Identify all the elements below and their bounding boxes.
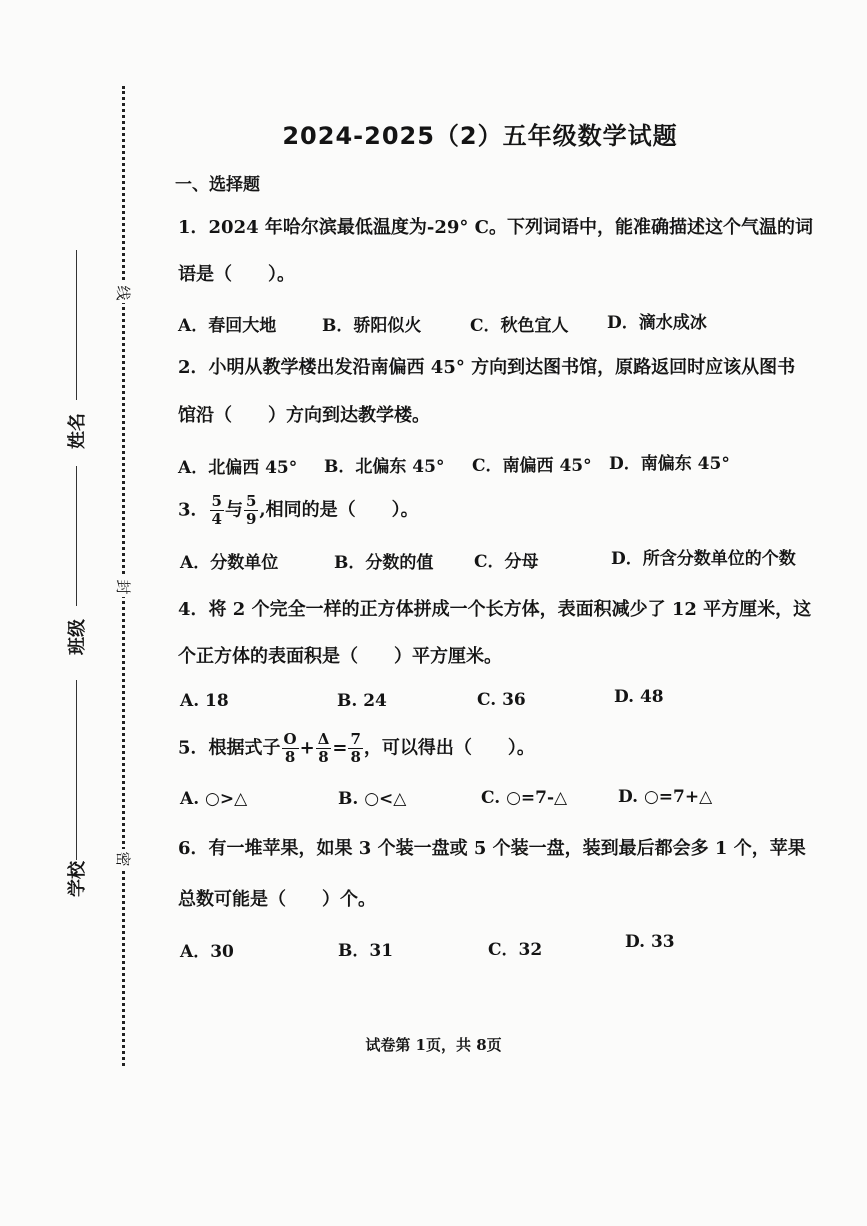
name-label: 姓名 xyxy=(67,413,88,449)
question-6-option-d: D. 33 xyxy=(625,932,675,952)
question-6-line-2: 总数可能是（ ）个。 xyxy=(178,889,376,910)
question-5-option-c: C. ○=7-△ xyxy=(481,788,568,808)
seal-char-mi: 密 xyxy=(112,849,134,869)
fraction-circle-numerator: O xyxy=(283,730,297,748)
question-1-option-d: D．滴水成冰 xyxy=(607,313,707,333)
question-3-connector: 与 xyxy=(224,499,243,521)
question-5-prefix: 5．根据式子 xyxy=(178,737,281,759)
question-3-option-a: A．分数单位 xyxy=(180,553,279,573)
question-4-line-2: 个正方体的表面积是（ ）平方厘米。 xyxy=(178,646,502,667)
question-1-line-1: 1．2024 年哈尔滨最低温度为-29° C。下列词语中，能准确描述这个气温的词 xyxy=(178,217,813,238)
page-title: 2024-2025（2）五年级数学试题 xyxy=(282,122,678,150)
question-5-option-b: B. ○<△ xyxy=(338,789,407,809)
question-6-line-1: 6．有一堆苹果，如果 3 个装一盘或 5 个装一盘，装到最后都会多 1 个，苹果 xyxy=(178,838,806,859)
question-1-line-2: 语是（ ）。 xyxy=(178,264,295,285)
question-2-line-1: 2．小明从教学楼出发沿南偏西 45° 方向到达图书馆，原路返回时应该从图书 xyxy=(178,357,796,378)
fraction-5-9-denominator: 9 xyxy=(245,510,257,528)
class-underline xyxy=(76,466,77,606)
fraction-circle-8 xyxy=(282,731,299,766)
fraction-5-4-denominator: 4 xyxy=(211,510,222,528)
question-3-line-1 xyxy=(178,493,828,528)
school-underline xyxy=(76,680,77,860)
fraction-triangle-8 xyxy=(316,731,332,766)
question-5-option-a: A. ○>△ xyxy=(180,789,248,809)
fraction-7-8-denominator: 8 xyxy=(350,748,361,766)
seal-char-feng: 封 xyxy=(112,577,134,597)
question-4-option-d: D. 48 xyxy=(614,687,664,707)
question-3-option-c: C．分母 xyxy=(474,552,539,572)
fraction-5-4 xyxy=(210,493,224,528)
question-2-option-d: D．南偏东 45° xyxy=(609,454,730,474)
plus-sign: + xyxy=(299,737,315,759)
question-4-option-b: B. 24 xyxy=(337,691,387,711)
question-1-option-a: A．春回大地 xyxy=(178,316,277,336)
question-3-prefix: 3． xyxy=(178,499,209,521)
equals-sign: = xyxy=(332,737,348,759)
question-3-suffix: ,相同的是（ ）。 xyxy=(259,499,419,521)
question-4-option-a: A. 18 xyxy=(180,691,229,711)
fraction-circle-denominator: 8 xyxy=(284,748,296,766)
question-6-option-b: B．31 xyxy=(338,941,394,961)
fraction-5-4-numerator: 5 xyxy=(211,492,222,510)
question-4-line-1: 4．将 2 个完全一样的正方体拼成一个长方体，表面积减少了 12 平方厘米，这 xyxy=(178,599,812,620)
fraction-triangle-denominator: 8 xyxy=(318,748,329,766)
name-underline xyxy=(76,250,77,400)
question-5-option-d: D. ○=7+△ xyxy=(618,787,713,807)
question-1-option-c: C．秋色宜人 xyxy=(470,316,569,336)
class-label: 班级 xyxy=(67,619,88,655)
page-footer: 试卷第 1页，共 8页 xyxy=(365,1036,502,1054)
question-2-line-2: 馆沿（ ）方向到达教学楼。 xyxy=(178,405,430,426)
section-heading: 一、选择题 xyxy=(175,175,260,195)
question-2-option-c: C．南偏西 45° xyxy=(472,456,592,476)
question-5-suffix: ，可以得出（ ）。 xyxy=(363,737,535,759)
question-4-option-c: C. 36 xyxy=(477,690,526,710)
fraction-5-9-numerator: 5 xyxy=(245,492,257,510)
seal-char-line: 线 xyxy=(112,283,134,303)
question-3-option-d: D．所含分数单位的个数 xyxy=(611,549,796,569)
seal-dotted-line xyxy=(122,86,125,1066)
fraction-7-8-numerator: 7 xyxy=(350,730,361,748)
question-6-option-c: C．32 xyxy=(488,940,543,960)
fraction-7-8 xyxy=(348,731,362,766)
question-3-option-b: B．分数的值 xyxy=(334,553,434,573)
fraction-5-9 xyxy=(244,493,258,528)
fraction-triangle-numerator: Δ xyxy=(317,730,330,748)
question-1-option-b: B．骄阳似火 xyxy=(322,316,422,336)
school-label: 学校 xyxy=(67,861,88,897)
question-2-option-b: B．北偏东 45° xyxy=(324,457,445,477)
question-5-line-1 xyxy=(178,731,828,766)
question-6-option-a: A．30 xyxy=(180,942,234,962)
question-2-option-a: A．北偏西 45° xyxy=(178,458,298,478)
